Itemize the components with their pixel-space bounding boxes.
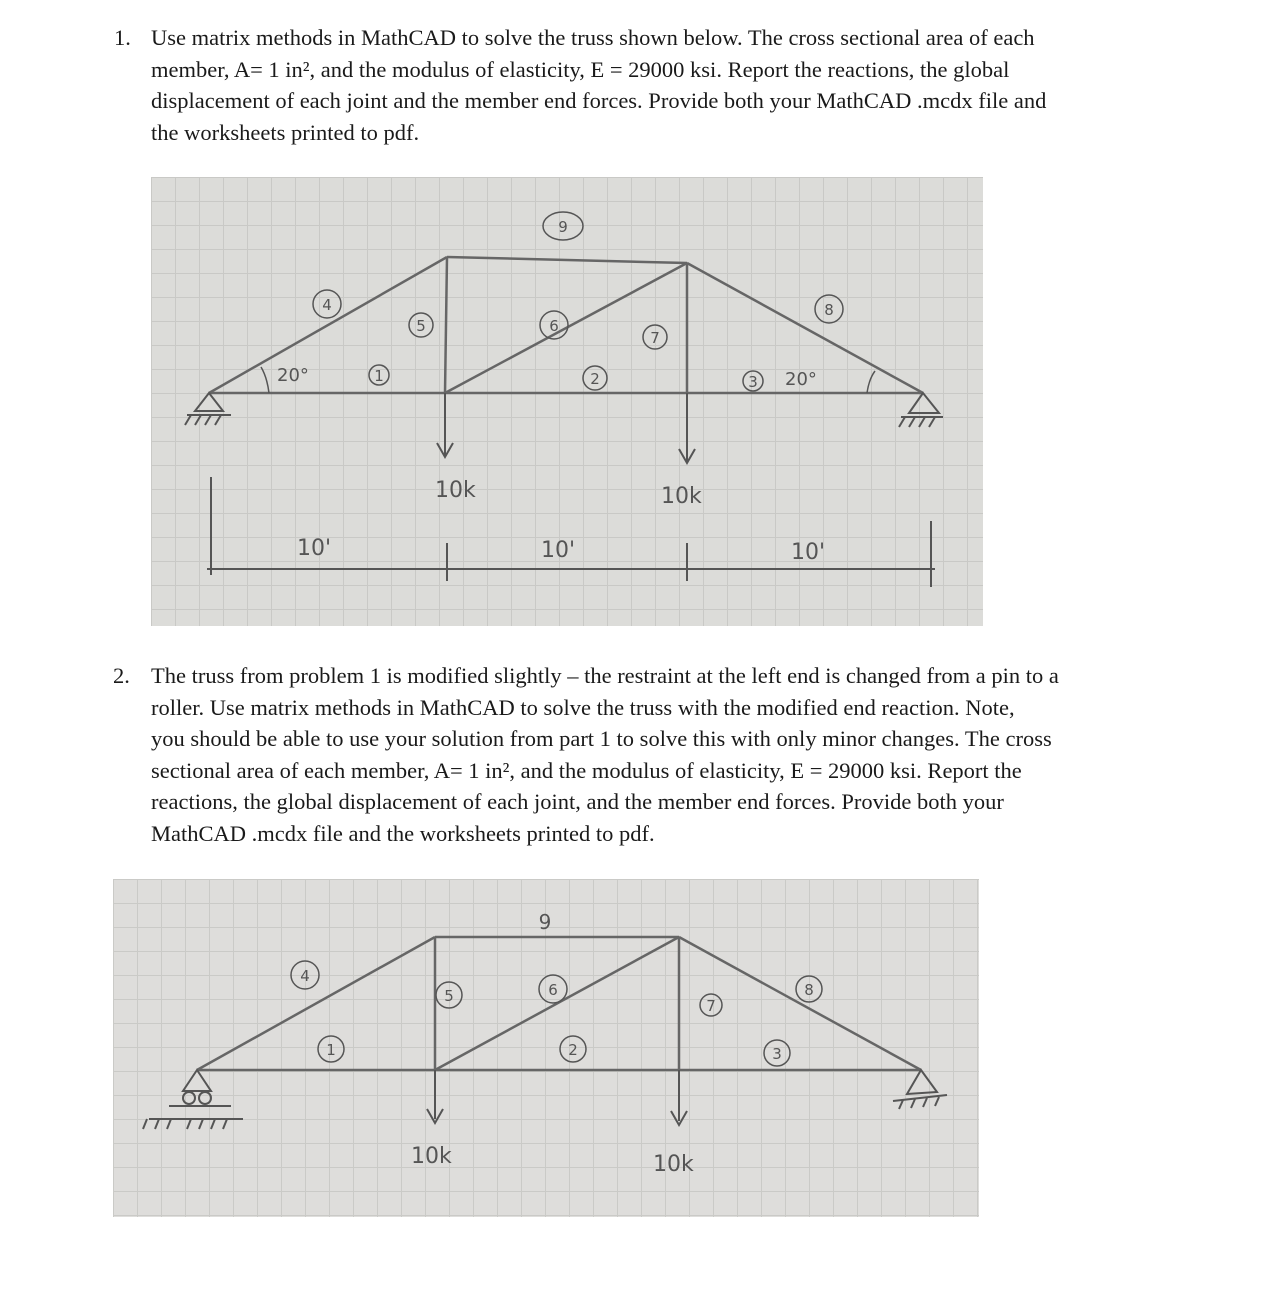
problem-2-line: sectional area of each member, A= 1 in², and the modulus of elasticity, E = 29000 ksi. Report the	[151, 757, 1022, 783]
problem-1-text	[151, 22, 1181, 148]
problem-1-line: member, A= 1 in², and the modulus of elasticity, E = 29000 ksi. Report the reactions, the global	[151, 56, 1010, 82]
member-label: 8	[804, 981, 814, 999]
problem-2-line: you should be able to use your solution from part 1 to solve this with only minor changes. The cross	[151, 726, 1052, 751]
top-member-label: 9	[538, 910, 552, 934]
member-label: 5	[416, 317, 426, 335]
problem-2-line: reactions, the global displacement of each joint, and the member end forces. Provide both your	[151, 789, 1004, 814]
angle-label-left: 20°	[277, 365, 309, 386]
top-member-label: 9	[558, 218, 568, 236]
span-label: 10'	[791, 540, 826, 565]
member-label: 4	[322, 296, 332, 314]
problem-2-number: 2.	[113, 663, 130, 688]
member-label: 1	[326, 1041, 336, 1059]
member-label: 1	[374, 367, 384, 385]
member-label: 6	[548, 981, 558, 999]
problem-1-line: displacement of each joint and the member end forces. Provide both your MathCAD .mcdx file and	[151, 88, 1047, 113]
problem-2-text	[151, 660, 1181, 849]
problem-1-line: the worksheets printed to pdf.	[151, 119, 420, 145]
problem-2-line: roller. Use matrix methods in MathCAD to solve the truss with the modified end reaction. Note,	[151, 694, 1015, 720]
load-label-right: 10k	[661, 484, 702, 509]
span-label: 10'	[541, 538, 576, 563]
problem-2-line: The truss from problem 1 is modified slightly – the restraint at the left end is changed from a pin to a	[151, 663, 1059, 688]
problem-1-line: Use matrix methods in MathCAD to solve the truss shown below. The cross sectional area of each	[151, 25, 1035, 50]
truss-figure-1	[151, 177, 983, 626]
load-label-left: 10k	[411, 1144, 452, 1169]
member-label: 2	[568, 1041, 578, 1059]
member-label: 4	[300, 967, 310, 985]
member-label: 3	[748, 373, 758, 391]
angle-label-right: 20°	[785, 369, 817, 390]
member-label: 6	[549, 317, 559, 335]
load-label-left: 10k	[435, 478, 476, 503]
problem-1-number: 1.	[114, 25, 131, 50]
member-label: 3	[772, 1045, 782, 1063]
member-label: 5	[444, 987, 454, 1005]
problem-2-line: MathCAD .mcdx file and the worksheets printed to pdf.	[151, 820, 655, 846]
member-label: 7	[706, 997, 716, 1015]
load-label-right: 10k	[653, 1152, 694, 1177]
member-label: 8	[824, 301, 834, 319]
member-label: 2	[590, 370, 600, 388]
truss-figure-2	[113, 879, 979, 1217]
member-label: 7	[650, 329, 660, 347]
span-label: 10'	[297, 536, 332, 561]
